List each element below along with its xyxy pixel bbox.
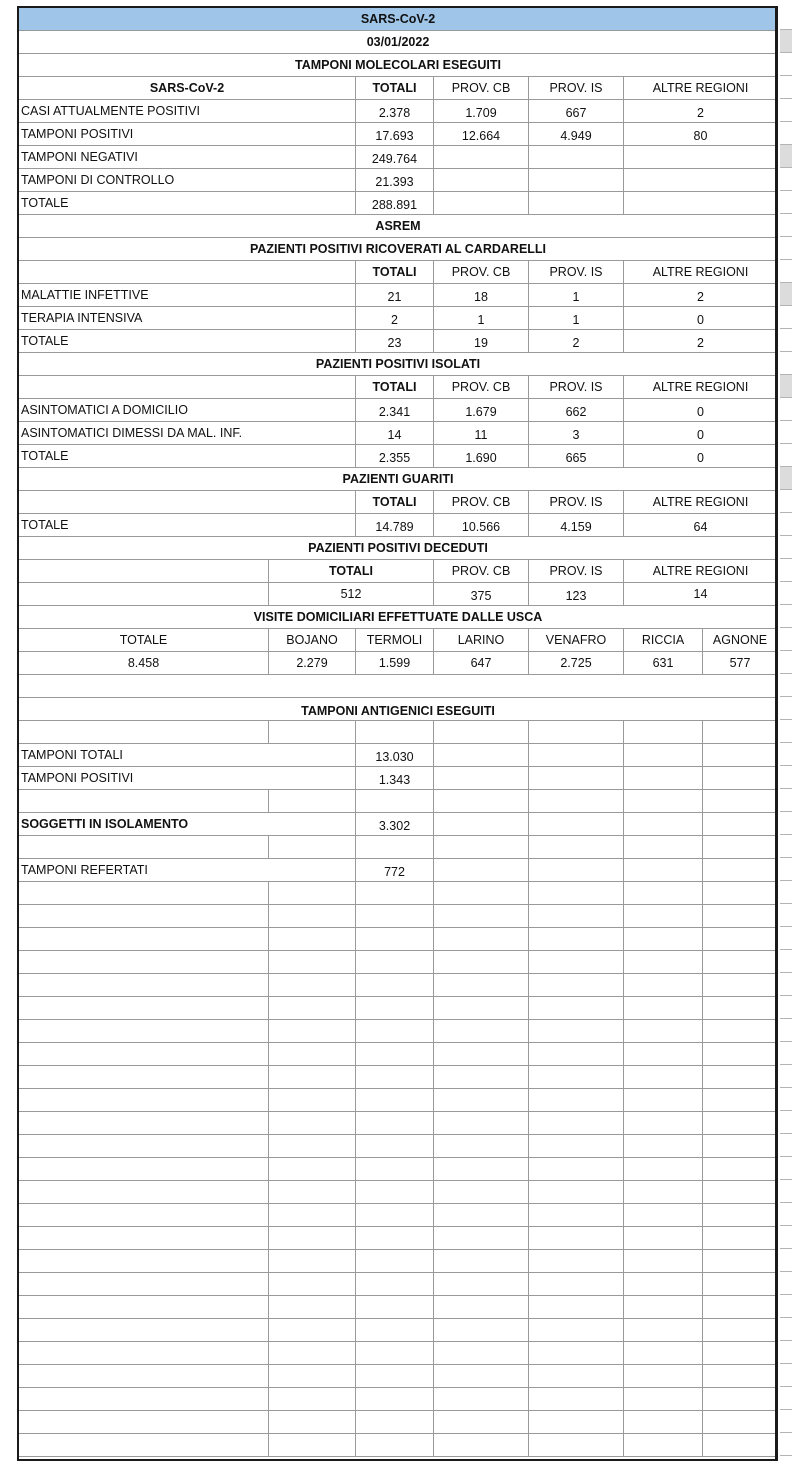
edge-gridline (780, 995, 792, 996)
usca-col-bojano: BOJANO (269, 629, 356, 652)
guariti-row-label: TOTALE (19, 514, 356, 537)
molecolari-totali-value: 249.764 (356, 146, 434, 169)
usca-col-agnone: AGNONE (703, 629, 778, 652)
ricoverati-row-label: TERAPIA INTENSIVA (19, 307, 356, 330)
asrem-heading: ASREM (19, 215, 778, 238)
guariti-heading: PAZIENTI GUARITI (19, 468, 778, 491)
edge-gridline (780, 98, 792, 99)
data-grid (19, 8, 778, 1457)
antigenici-heading-row (19, 698, 778, 721)
soggetti-isolamento-value: 3.302 (356, 813, 434, 836)
edge-gridline (780, 1110, 792, 1111)
ricoverati-prov-is-value: 1 (529, 307, 624, 330)
empty-row (19, 951, 778, 974)
isolati-header-row (19, 376, 778, 399)
molecolari-altre-regioni-value (624, 146, 778, 169)
molecolari-label-header: SARS-CoV-2 (19, 77, 356, 100)
ricoverati-altre-regioni-value: 2 (624, 284, 778, 307)
molecolari-totali-value: 2.378 (356, 100, 434, 123)
empty-row (19, 1066, 778, 1089)
molecolari-row-label: CASI ATTUALMENTE POSITIVI (19, 100, 356, 123)
isolati-row-label: ASINTOMATICI A DOMICILIO (19, 399, 356, 422)
usca-values-row (19, 652, 778, 675)
isolati-prov-cb-value: 1.690 (434, 445, 529, 468)
usca-col-larino: LARINO (434, 629, 529, 652)
edge-gridline (780, 121, 792, 122)
edge-gridline (780, 328, 792, 329)
molecolari-table-row (19, 123, 778, 146)
usca-agnone-value: 577 (703, 652, 778, 675)
molecolari-row-label: TAMPONI NEGATIVI (19, 146, 356, 169)
empty-row (19, 790, 778, 813)
empty-row (19, 1135, 778, 1158)
edge-gridline (780, 1225, 792, 1226)
molecolari-row-label: TAMPONI POSITIVI (19, 123, 356, 146)
asrem-heading-row (19, 215, 778, 238)
edge-gridline (780, 1317, 792, 1318)
isolati-heading: PAZIENTI POSITIVI ISOLATI (19, 353, 778, 376)
edge-gridline (780, 443, 792, 444)
ricoverati-prov-cb-value: 1 (434, 307, 529, 330)
usca-termoli-value: 1.599 (356, 652, 434, 675)
tamponi-positivi-value: 1.343 (356, 767, 434, 790)
edge-gridline (780, 305, 792, 306)
empty-row (19, 1434, 778, 1457)
guariti-header-row (19, 491, 778, 514)
tamponi-totali-label: TAMPONI TOTALI (19, 744, 356, 767)
edge-shaded-cell (780, 145, 792, 167)
deceduti-heading: PAZIENTI POSITIVI DECEDUTI (19, 537, 778, 560)
ricoverati-table-row (19, 307, 778, 330)
empty-row (19, 1319, 778, 1342)
tamponi-refertati-row (19, 859, 778, 882)
ricoverati-prov-is-value: 1 (529, 284, 624, 307)
report-date-row (19, 31, 778, 54)
edge-shaded-cell (780, 283, 792, 305)
edge-shaded-cell (780, 467, 792, 489)
usca-venafro-value: 2.725 (529, 652, 624, 675)
molecolari-altre-regioni-value (624, 192, 778, 215)
edge-gridline (780, 1041, 792, 1042)
edge-gridline (780, 558, 792, 559)
isolati-col-prov-cb: PROV. CB (434, 376, 529, 399)
edge-gridline (780, 1294, 792, 1295)
empty-row (19, 1089, 778, 1112)
empty-row (19, 1227, 778, 1250)
edge-gridline (780, 420, 792, 421)
edge-gridline (780, 926, 792, 927)
isolati-table-row (19, 399, 778, 422)
isolati-col-altre-regioni: ALTRE REGIONI (624, 376, 778, 399)
deceduti-col-prov-cb: PROV. CB (434, 560, 529, 583)
tamponi-refertati-value: 772 (356, 859, 434, 882)
edge-gridline (780, 512, 792, 513)
usca-col-venafro: VENAFRO (529, 629, 624, 652)
isolati-altre-regioni-value: 0 (624, 422, 778, 445)
ricoverati-table-row (19, 330, 778, 353)
sheet-title-row (19, 8, 778, 31)
ricoverati-totali-value: 23 (356, 330, 434, 353)
guariti-heading-row (19, 468, 778, 491)
edge-gridline (780, 1386, 792, 1387)
edge-gridline (780, 259, 792, 260)
molecolari-prov-cb-value: 1.709 (434, 100, 529, 123)
molecolari-col-totali: TOTALI (356, 77, 434, 100)
edge-gridline (780, 673, 792, 674)
edge-gridline (780, 696, 792, 697)
molecolari-col-prov-cb: PROV. CB (434, 77, 529, 100)
isolati-row-label: ASINTOMATICI DIMESSI DA MAL. INF. (19, 422, 356, 445)
ricoverati-table-row (19, 284, 778, 307)
molecolari-totali-value: 288.891 (356, 192, 434, 215)
isolati-table-row (19, 422, 778, 445)
usca-col-termoli: TERMOLI (356, 629, 434, 652)
empty-row (19, 1158, 778, 1181)
usca-totale-value: 8.458 (19, 652, 269, 675)
edge-gridline (780, 397, 792, 398)
usca-larino-value: 647 (434, 652, 529, 675)
molecolari-altre-regioni-value: 2 (624, 100, 778, 123)
usca-heading: VISITE DOMICILIARI EFFETTUATE DALLE USCA (19, 606, 778, 629)
isolati-prov-cb-value: 1.679 (434, 399, 529, 422)
ricoverati-totali-value: 21 (356, 284, 434, 307)
edge-gridline (780, 190, 792, 191)
edge-gridline (780, 1363, 792, 1364)
edge-gridline (780, 857, 792, 858)
ricoverati-prov-is-value: 2 (529, 330, 624, 353)
molecolari-altre-regioni-value (624, 169, 778, 192)
ricoverati-col-altre-regioni: ALTRE REGIONI (624, 261, 778, 284)
guariti-col-prov-is: PROV. IS (529, 491, 624, 514)
edge-gridline (780, 52, 792, 53)
isolati-heading-row (19, 353, 778, 376)
deceduti-col-prov-is: PROV. IS (529, 560, 624, 583)
edge-gridline (780, 1156, 792, 1157)
sheet-title: SARS-CoV-2 (19, 8, 778, 31)
edge-gridline (780, 765, 792, 766)
usca-col-totale: TOTALE (19, 629, 269, 652)
edge-gridline (780, 1018, 792, 1019)
isolati-totali-value: 2.341 (356, 399, 434, 422)
next-column-edge (780, 6, 792, 1461)
deceduti-col-altre-regioni: ALTRE REGIONI (624, 560, 778, 583)
isolati-prov-is-value: 3 (529, 422, 624, 445)
molecolari-totali-value: 17.693 (356, 123, 434, 146)
isolati-col-totali: TOTALI (356, 376, 434, 399)
isolati-row-label: TOTALE (19, 445, 356, 468)
guariti-prov-is-value: 4.159 (529, 514, 624, 537)
molecolari-col-prov-is: PROV. IS (529, 77, 624, 100)
edge-gridline (780, 236, 792, 237)
edge-gridline (780, 489, 792, 490)
molecolari-row-label: TAMPONI DI CONTROLLO (19, 169, 356, 192)
molecolari-table-row (19, 146, 778, 169)
edge-gridline (780, 811, 792, 812)
molecolari-prov-is-value: 4.949 (529, 123, 624, 146)
edge-gridline (780, 903, 792, 904)
empty-row (19, 1020, 778, 1043)
empty-row (19, 1296, 778, 1319)
deceduti-altre-regioni-value: 14 (624, 583, 778, 606)
empty-row (19, 1204, 778, 1227)
edge-gridline (780, 650, 792, 651)
molecolari-prov-cb-value (434, 169, 529, 192)
edge-gridline (780, 581, 792, 582)
molecolari-prov-cb-value: 12.664 (434, 123, 529, 146)
molecolari-prov-is-value: 667 (529, 100, 624, 123)
usca-header-row (19, 629, 778, 652)
guariti-label-header (19, 491, 356, 514)
ricoverati-col-prov-is: PROV. IS (529, 261, 624, 284)
empty-row (19, 905, 778, 928)
isolati-prov-cb-value: 11 (434, 422, 529, 445)
ricoverati-col-totali: TOTALI (356, 261, 434, 284)
isolati-altre-regioni-value: 0 (624, 445, 778, 468)
molecolari-col-altre-regioni: ALTRE REGIONI (624, 77, 778, 100)
edge-gridline (780, 1340, 792, 1341)
isolati-totali-value: 14 (356, 422, 434, 445)
edge-gridline (780, 972, 792, 973)
molecolari-prov-cb-value (434, 146, 529, 169)
spreadsheet (17, 6, 778, 1461)
edge-gridline (780, 75, 792, 76)
molecolari-totali-value: 21.393 (356, 169, 434, 192)
edge-gridline (780, 604, 792, 605)
edge-gridline (780, 834, 792, 835)
guariti-totali-value: 14.789 (356, 514, 434, 537)
edge-gridline (780, 1271, 792, 1272)
antigenici-heading: TAMPONI ANTIGENICI ESEGUITI (19, 698, 778, 721)
empty-row (19, 1043, 778, 1066)
edge-gridline (780, 351, 792, 352)
edge-gridline (780, 1248, 792, 1249)
empty-row (19, 882, 778, 905)
edge-gridline (780, 627, 792, 628)
isolati-prov-is-value: 665 (529, 445, 624, 468)
deceduti-prov-cb-value: 375 (434, 583, 529, 606)
ricoverati-altre-regioni-value: 0 (624, 307, 778, 330)
empty-row (19, 1411, 778, 1434)
edge-gridline (780, 1455, 792, 1456)
molecolari-altre-regioni-value: 80 (624, 123, 778, 146)
edge-gridline (780, 788, 792, 789)
tamponi-positivi-label: TAMPONI POSITIVI (19, 767, 356, 790)
guariti-table-row (19, 514, 778, 537)
empty-row (19, 997, 778, 1020)
isolati-prov-is-value: 662 (529, 399, 624, 422)
edge-gridline (780, 1179, 792, 1180)
edge-gridline (780, 1432, 792, 1433)
deceduti-col-totali: TOTALI (269, 560, 434, 583)
isolati-altre-regioni-value: 0 (624, 399, 778, 422)
guariti-col-altre-regioni: ALTRE REGIONI (624, 491, 778, 514)
deceduti-header-row (19, 560, 778, 583)
molecolari-header-row (19, 77, 778, 100)
ricoverati-totali-value: 2 (356, 307, 434, 330)
edge-gridline (780, 213, 792, 214)
empty-row (19, 721, 778, 744)
edge-shaded-cell (780, 30, 792, 52)
usca-col-riccia: RICCIA (624, 629, 703, 652)
edge-shaded-cell (780, 375, 792, 397)
isolati-totali-value: 2.355 (356, 445, 434, 468)
ricoverati-row-label: TOTALE (19, 330, 356, 353)
guariti-col-totali: TOTALI (356, 491, 434, 514)
empty-row (19, 1365, 778, 1388)
isolati-col-prov-is: PROV. IS (529, 376, 624, 399)
ricoverati-label-header (19, 261, 356, 284)
empty-row (19, 1273, 778, 1296)
empty-row (19, 1112, 778, 1135)
empty-row (19, 928, 778, 951)
edge-gridline (780, 1064, 792, 1065)
edge-gridline (780, 1202, 792, 1203)
usca-bojano-value: 2.279 (269, 652, 356, 675)
empty-row (19, 1342, 778, 1365)
edge-gridline (780, 1409, 792, 1410)
edge-gridline (780, 1133, 792, 1134)
ricoverati-col-prov-cb: PROV. CB (434, 261, 529, 284)
soggetti-isolamento-row (19, 813, 778, 836)
edge-gridline (780, 742, 792, 743)
spacer-row (19, 675, 778, 698)
ricoverati-header-row (19, 261, 778, 284)
usca-heading-row (19, 606, 778, 629)
deceduti-heading-row (19, 537, 778, 560)
empty-row (19, 1250, 778, 1273)
ricoverati-prov-cb-value: 19 (434, 330, 529, 353)
molecolari-heading-row (19, 54, 778, 77)
ricoverati-prov-cb-value: 18 (434, 284, 529, 307)
guariti-altre-regioni-value: 64 (624, 514, 778, 537)
empty-row (19, 1181, 778, 1204)
ricoverati-row-label: MALATTIE INFETTIVE (19, 284, 356, 307)
molecolari-prov-is-value (529, 169, 624, 192)
deceduti-totali-value: 512 (269, 583, 434, 606)
isolati-label-header (19, 376, 356, 399)
report-date: 03/01/2022 (19, 31, 778, 54)
guariti-col-prov-cb: PROV. CB (434, 491, 529, 514)
edge-gridline (780, 167, 792, 168)
tamponi-refertati-label: TAMPONI REFERTATI (19, 859, 356, 882)
deceduti-prov-is-value: 123 (529, 583, 624, 606)
molecolari-prov-cb-value (434, 192, 529, 215)
molecolari-row-label: TOTALE (19, 192, 356, 215)
molecolari-prov-is-value (529, 192, 624, 215)
edge-gridline (780, 880, 792, 881)
molecolari-prov-is-value (529, 146, 624, 169)
edge-gridline (780, 719, 792, 720)
ricoverati-altre-regioni-value: 2 (624, 330, 778, 353)
deceduti-values-row (19, 583, 778, 606)
molecolari-heading: TAMPONI MOLECOLARI ESEGUITI (19, 54, 778, 77)
molecolari-table-row (19, 192, 778, 215)
molecolari-table-row (19, 169, 778, 192)
tamponi-totali-row (19, 744, 778, 767)
edge-gridline (780, 535, 792, 536)
tamponi-positivi-row (19, 767, 778, 790)
molecolari-table-row (19, 100, 778, 123)
empty-row (19, 836, 778, 859)
guariti-prov-cb-value: 10.566 (434, 514, 529, 537)
empty-row (19, 1388, 778, 1411)
soggetti-isolamento-label: SOGGETTI IN ISOLAMENTO (19, 813, 356, 836)
edge-gridline (780, 949, 792, 950)
isolati-table-row (19, 445, 778, 468)
usca-riccia-value: 631 (624, 652, 703, 675)
tamponi-totali-value: 13.030 (356, 744, 434, 767)
edge-gridline (780, 1087, 792, 1088)
empty-row (19, 974, 778, 997)
ricoverati-heading-row (19, 238, 778, 261)
ricoverati-heading: PAZIENTI POSITIVI RICOVERATI AL CARDARELLI (19, 238, 778, 261)
